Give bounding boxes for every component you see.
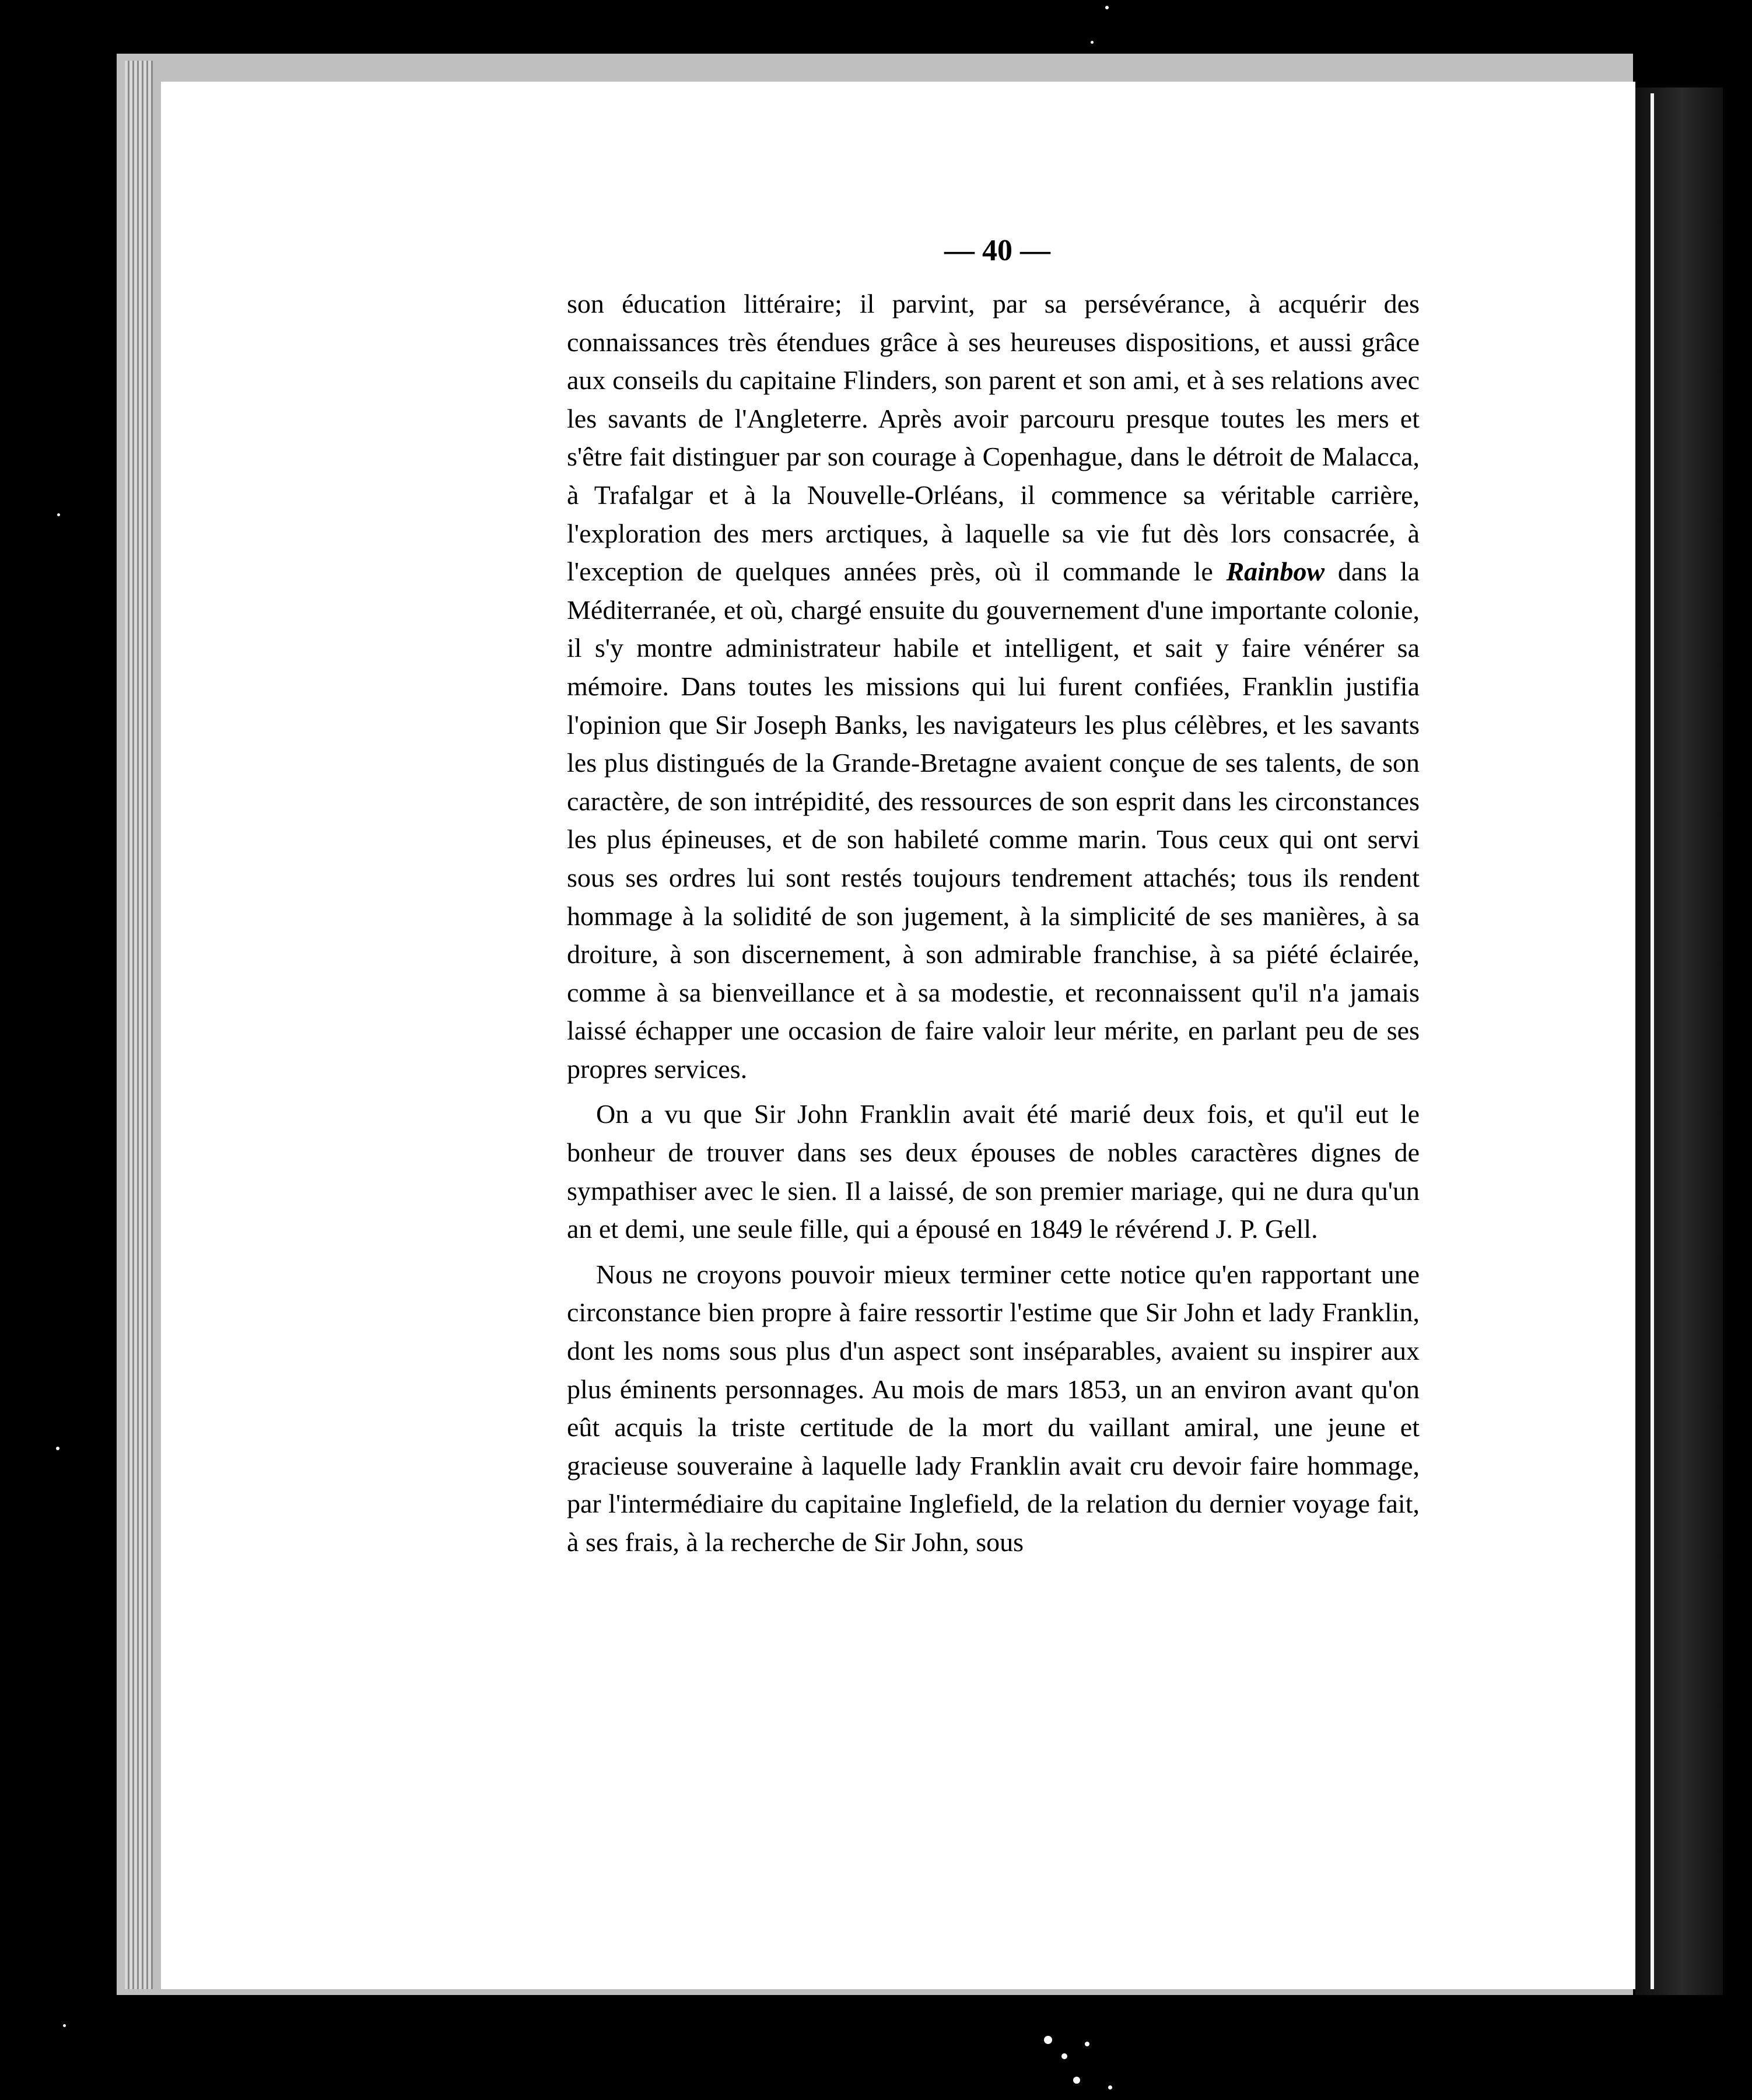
facing-page-shadow xyxy=(1635,88,1723,1995)
dust-speck xyxy=(1108,2085,1112,2090)
dust-speck xyxy=(56,1447,59,1450)
dust-speck xyxy=(1061,2053,1067,2059)
dust-speck xyxy=(63,2024,66,2027)
paragraph xyxy=(567,285,1420,1088)
dust-speck xyxy=(1105,6,1109,9)
dust-speck xyxy=(1073,2077,1080,2084)
ship-name: Rainbow xyxy=(1226,556,1325,587)
gutter-line xyxy=(1651,93,1654,1989)
dust-speck xyxy=(57,513,60,516)
paragraph-text: son éducation littéraire; il parvint, par sa persévérance, à acquérir des connaissances très étendues grâce à ses heureuses dispositions, et aussi grâce aux conseils du capitaine Flinders, son parent et son ami, et à ses relations avec les savants de l'Angleterre. Après avoir parcouru presque toutes les mers et s'être fait distinguer par son courage à Copenhague, dans le détroit de Malacca, à Trafalgar et à la Nouvelle-Orléans, il commence sa véritable carrière, l'exploration des mers arctiques, à laquelle sa vie fut dès lors consacrée, à l'exception de quelques années près, où il commande le xyxy=(567,289,1420,587)
dust-speck xyxy=(1085,2042,1089,2046)
paragraph-text: dans la Méditerranée, et où, chargé ensuite du gouvernement d'une importante colonie, il s'y montre administrateur habile et intelligent, et sait y faire vénérer sa mémoire. Dans toutes les missions qui lui furent confiées, Franklin justifia l'opinion que Sir Joseph Banks, les navigateurs les plus célèbres, et les savants les plus distingués de la Grande-Bretagne avaient conçue de ses talents, de son caractère, de son intrépidité, des ressources de son esprit dans les circonstances les plus épineuses, et de son habileté comme marin. Tous ceux qui ont servi sous ses ordres lui sont restés toujours tendrement attachés; tous ils rendent hommage à la solidité de son jugement, à la simplicité de ses manières, à sa droiture, à son discernement, à son admirable franchise, à sa piété éclairée, comme à sa bienveillance et à sa modestie, et reconnaissent qu'il n'a jamais laissé échapper une occasion de faire valoir leur mérite, en parlant peu de ses propres services. xyxy=(567,556,1420,1084)
dust-speck xyxy=(300,127,304,131)
page-number: — 40 — xyxy=(944,234,1050,267)
paragraph: Nous ne croyons pouvoir mieux terminer cette notice qu'en rapportant une circonstance bien propre à faire ressortir l'estime que Sir John et lady Franklin, dont les noms sous plus d'un aspect sont inséparables, avaient su inspirer aux plus éminents personnages. Au mois de mars 1853, un an environ avant qu'on eût acquis la triste certitude de la mort du vaillant amiral, une jeune et gracieuse souveraine à laquelle lady Franklin avait cru devoir faire hommage, par l'intermédiaire du capitaine Inglefield, de la relation du dernier voyage fait, à ses frais, à la recherche de Sir John, sous xyxy=(567,1259,1420,1557)
body-text xyxy=(567,285,1420,1562)
paragraph: On a vu que Sir John Franklin avait été marié deux fois, et qu'il eut le bonheur de trouver dans ses deux épouses de nobles caractères dignes de sympathiser avec le sien. Il a laissé, de son premier mariage, qui ne dura qu'un an et demi, une seule fille, qui a épousé en 1849 le révérend J. P. Gell. xyxy=(567,1099,1420,1244)
dust-speck xyxy=(1044,2036,1052,2044)
dust-speck xyxy=(1091,41,1094,44)
